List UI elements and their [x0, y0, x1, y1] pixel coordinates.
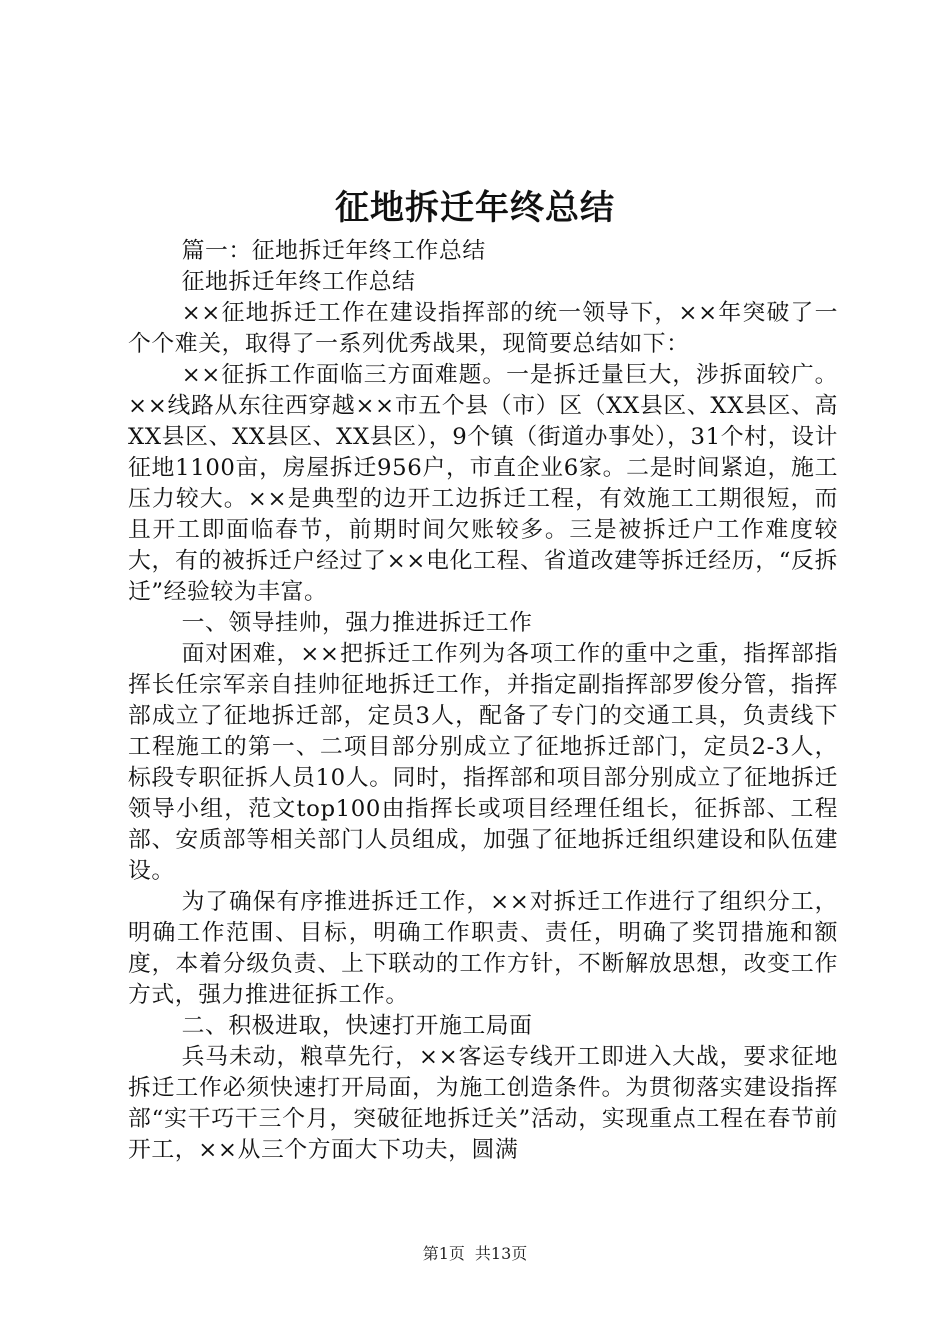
section-heading: 二、积极进取，快速打开施工局面	[181, 1013, 533, 1039]
page-footer	[0, 1244, 950, 1264]
paragraph: 兵马未动，粮草先行，××客运专线开工即进入大战，要求征地拆迁工作必须快速打开局面，为施工创造条件。为贯彻落实建设指挥部“实干巧干三个月，突破征地拆迁关”活动，实现重点工程在春节前开工，××从三个方面大下功夫，圆满	[128, 1044, 838, 1163]
paragraph: 为了确保有序推进拆迁工作，××对拆迁工作进行了组织分工，明确工作范围、目标，明确工作职责、责任，明确了奖罚措施和额度，本着分级负责、上下联动的工作方针，不断解放思想，改变工作方式，强力推进征拆工作。	[128, 889, 838, 1008]
document-body	[128, 236, 838, 1166]
document-title: 征地拆迁年终总结	[335, 188, 615, 228]
section-heading: 一、领导挂帅，强力推进拆迁工作	[181, 610, 533, 636]
paragraph: ××征拆工作面临三方面难题。一是拆迁量巨大，涉拆面较广。××线路从东往西穿越××市五个县（市）区（XX县区、XX县区、高XX县区、XX县区、XX县区），9个镇（街道办事处），31个村，设计征地1100亩，房屋拆迁956户，市直企业6家。二是时间紧迫，施工压力较大。××是典型的边开工边拆迁工程，有效施工工期很短，而且开工即面临春节，前期时间欠账较多。三是被拆迁户工作难度较大，有的被拆迁户经过了××电化工程、省道改建等拆迁经历，“反拆迁”经验较为丰富。	[128, 362, 838, 605]
page-total: 共13页	[474, 1244, 528, 1263]
subtitle: 征地拆迁年终工作总结	[181, 269, 416, 295]
paragraph: 面对困难，××把拆迁工作列为各项工作的重中之重，指挥部指挥长任宗军亲自挂帅征地拆迁工作，并指定副指挥部罗俊分管，指挥部成立了征地拆迁部，定员3人，配备了专门的交通工具，负责线下工程施工的第一、二项目部分别成立了征地拆迁部门，定员2-3人，标段专职征拆人员10人。同时，指挥部和项目部分别成立了征地拆迁领导小组，范文top100由指挥长或项目经理任组长，征拆部、工程部、安质部等相关部门人员组成，加强了征地拆迁组织建设和队伍建设。	[128, 641, 838, 884]
paragraph: ××征地拆迁工作在建设指挥部的统一领导下，××年突破了一个个难关，取得了一系列优秀战果，现简要总结如下：	[128, 300, 838, 357]
page-number: 第1页	[422, 1244, 465, 1263]
section-heading: 篇一：征地拆迁年终工作总结	[181, 238, 486, 264]
